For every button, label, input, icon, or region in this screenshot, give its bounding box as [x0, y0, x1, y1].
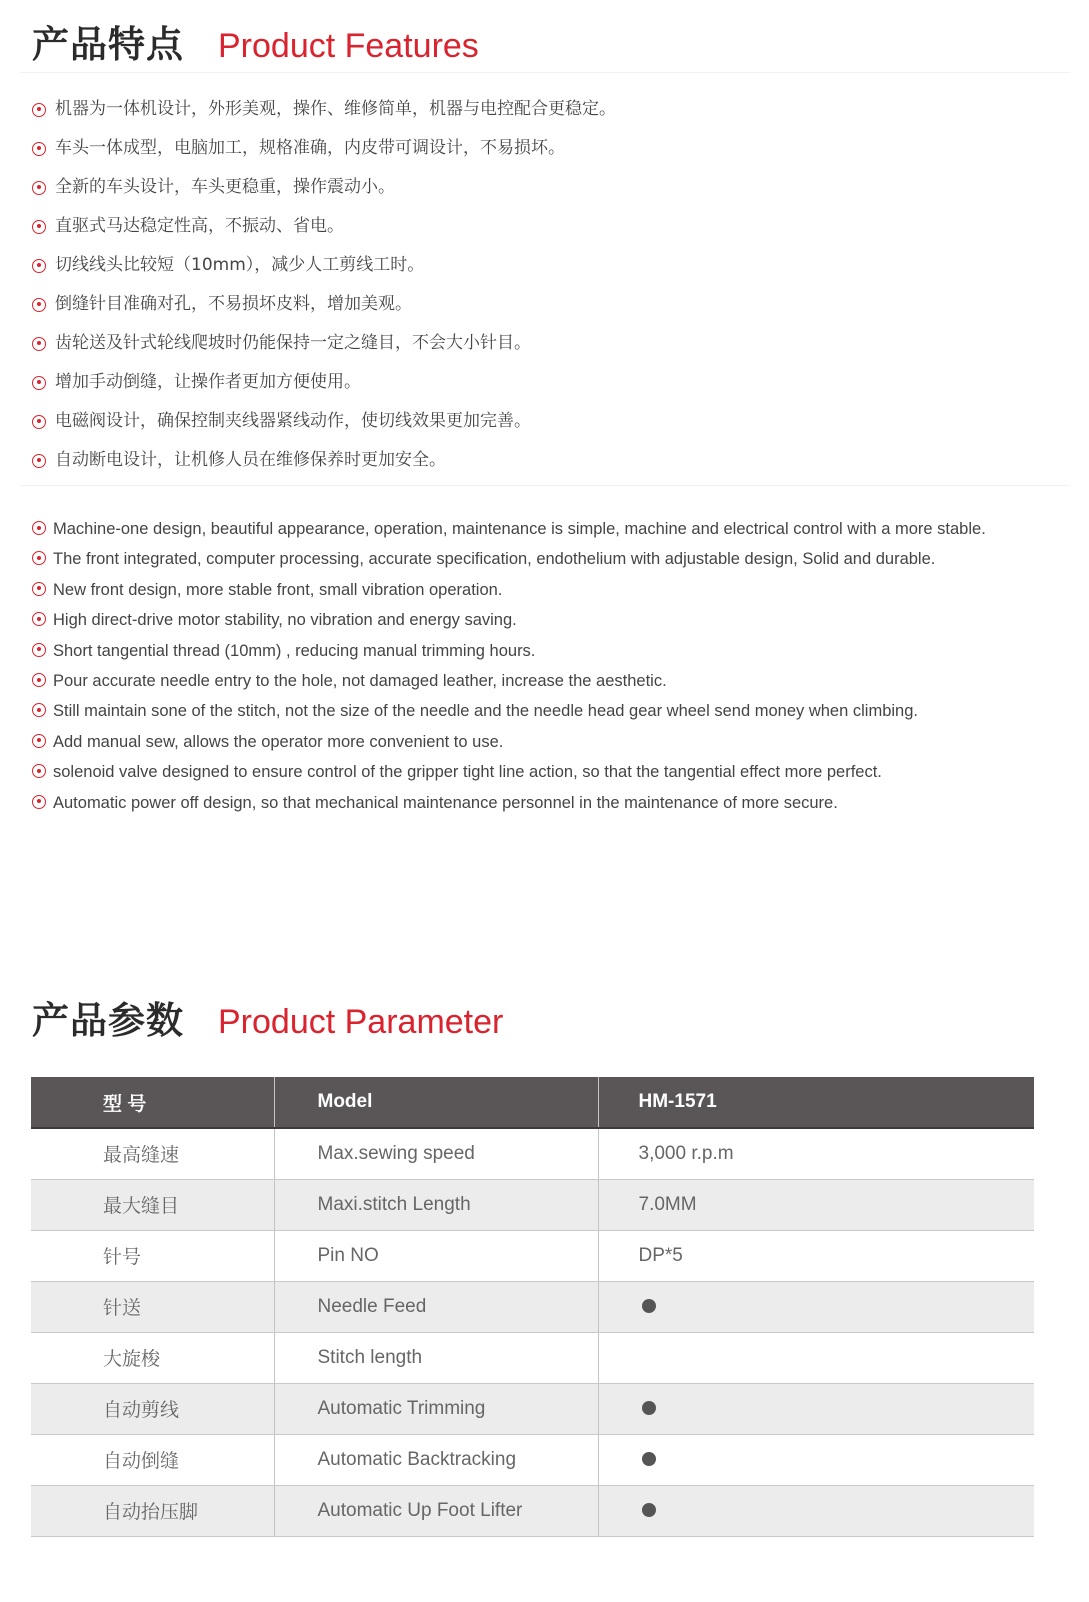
param-name-en: Max.sewing speed	[274, 1128, 598, 1179]
features-section-title	[32, 14, 479, 68]
feature-text-en: Short tangential thread (10mm) , reducing manual trimming hours.	[53, 641, 536, 660]
feature-item-cn	[32, 246, 1052, 285]
features-title-cn: 产品特点	[32, 23, 184, 66]
feature-text-en: New front design, more stable front, small vibration operation.	[53, 580, 503, 599]
filled-dot-icon	[642, 1401, 656, 1415]
circle-bullet-icon	[32, 521, 46, 535]
feature-text-cn: 齿轮送及针式轮线爬坡时仍能保持一定之缝目，不会大小针目。	[55, 333, 531, 353]
circle-bullet-icon	[32, 415, 46, 429]
feature-text-cn: 增加手动倒缝，让操作者更加方便使用。	[55, 372, 361, 392]
feature-text-cn: 车头一体成型，电脑加工，规格准确，内皮带可调设计，不易损坏。	[55, 138, 565, 158]
circle-bullet-icon	[32, 337, 46, 351]
header-cell-model: HM-1571	[598, 1077, 1034, 1128]
parameter-section-title	[32, 990, 503, 1044]
feature-item-en	[32, 696, 1034, 726]
feature-item-en	[32, 636, 1034, 666]
feature-item-en	[32, 605, 1034, 635]
param-name-en: Automatic Up Foot Lifter	[274, 1485, 598, 1536]
features-title-en: Product Features	[218, 27, 479, 65]
circle-bullet-icon	[32, 612, 46, 626]
param-name-en: Maxi.stitch Length	[274, 1179, 598, 1230]
param-value	[598, 1485, 1034, 1536]
feature-text-en: Pour accurate needle entry to the hole, not damaged leather, increase the aesthetic.	[53, 672, 667, 691]
param-name-en: Needle Feed	[274, 1281, 598, 1332]
circle-bullet-icon	[32, 103, 46, 117]
param-value	[598, 1281, 1034, 1332]
param-name-cn: 最高缝速	[31, 1128, 274, 1179]
feature-item-en	[32, 788, 1034, 818]
filled-dot-icon	[642, 1503, 656, 1517]
circle-bullet-icon	[32, 673, 46, 687]
feature-item-cn	[32, 90, 1052, 129]
feature-item-cn	[32, 324, 1052, 363]
circle-bullet-icon	[32, 220, 46, 234]
param-name-cn: 自动倒缝	[31, 1434, 274, 1485]
param-name-en: Stitch length	[274, 1332, 598, 1383]
param-name-cn: 自动抬压脚	[31, 1485, 274, 1536]
header-cell-en: Model	[274, 1077, 598, 1128]
table-row	[31, 1485, 1034, 1536]
param-name-cn: 针号	[31, 1230, 274, 1281]
feature-item-en	[32, 757, 1034, 787]
feature-item-en	[32, 575, 1034, 605]
feature-item-cn	[32, 402, 1052, 441]
feature-item-cn	[32, 207, 1052, 246]
circle-bullet-icon	[32, 181, 46, 195]
circle-bullet-icon	[32, 298, 46, 312]
feature-item-en	[32, 544, 1034, 574]
table-row	[31, 1230, 1034, 1281]
feature-item-en	[32, 727, 1034, 757]
table-row	[31, 1383, 1034, 1434]
param-name-en: Automatic Backtracking	[274, 1434, 598, 1485]
circle-bullet-icon	[32, 734, 46, 748]
filled-dot-icon	[642, 1299, 656, 1313]
features-list-en	[32, 514, 1034, 818]
feature-text-en: The front integrated, computer processing, accurate specification, endothelium with adjustable design, Solid and durable.	[53, 550, 936, 569]
param-name-cn: 大旋梭	[31, 1332, 274, 1383]
circle-bullet-icon	[32, 376, 46, 390]
circle-bullet-icon	[32, 764, 46, 778]
circle-bullet-icon	[32, 795, 46, 809]
feature-item-cn	[32, 129, 1052, 168]
param-name-cn: 针送	[31, 1281, 274, 1332]
feature-item-cn	[32, 285, 1052, 324]
section-divider	[20, 485, 1070, 486]
feature-text-en: Automatic power off design, so that mechanical maintenance personnel in the maintenance of more secure.	[53, 793, 838, 812]
features-list-cn	[32, 90, 1052, 480]
feature-text-en: Still maintain sone of the stitch, not the size of the needle and the needle head gear wheel send money when climbing.	[53, 702, 918, 721]
table-header-row	[31, 1077, 1034, 1128]
feature-text-cn: 直驱式马达稳定性高，不振动、省电。	[55, 216, 344, 236]
feature-text-en: solenoid valve designed to ensure control of the gripper tight line action, so that the tangential effect more perfect.	[53, 763, 882, 782]
table-row	[31, 1179, 1034, 1230]
param-value: 3,000 r.p.m	[598, 1128, 1034, 1179]
table-row	[31, 1128, 1034, 1179]
param-value: 7.0MM	[598, 1179, 1034, 1230]
feature-item-cn	[32, 168, 1052, 207]
circle-bullet-icon	[32, 703, 46, 717]
feature-text-cn: 机器为一体机设计，外形美观，操作、维修简单，机器与电控配合更稳定。	[55, 99, 616, 119]
circle-bullet-icon	[32, 454, 46, 468]
circle-bullet-icon	[32, 142, 46, 156]
table-row	[31, 1332, 1034, 1383]
feature-text-cn: 自动断电设计，让机修人员在维修保养时更加安全。	[55, 450, 446, 470]
circle-bullet-icon	[32, 582, 46, 596]
parameter-title-cn: 产品参数	[32, 999, 184, 1042]
parameter-table	[31, 1077, 1034, 1537]
feature-text-cn: 切线线头比较短（10mm），减少人工剪线工时。	[55, 255, 425, 275]
filled-dot-icon	[642, 1452, 656, 1466]
param-name-en: Pin NO	[274, 1230, 598, 1281]
param-value	[598, 1434, 1034, 1485]
feature-item-cn	[32, 441, 1052, 480]
feature-text-cn: 电磁阀设计，确保控制夹线器紧线动作，使切线效果更加完善。	[55, 411, 531, 431]
feature-text-en: Machine-one design, beautiful appearance, operation, maintenance is simple, machine and electrical control with a more stable.	[53, 520, 986, 538]
feature-item-en	[32, 666, 1034, 696]
param-name-cn: 自动剪线	[31, 1383, 274, 1434]
param-value: DP*5	[598, 1230, 1034, 1281]
param-value	[598, 1383, 1034, 1434]
header-cell-cn: 型 号	[31, 1077, 274, 1128]
feature-item-cn	[32, 363, 1052, 402]
param-value	[598, 1332, 1034, 1383]
feature-text-cn: 全新的车头设计，车头更稳重，操作震动小。	[55, 177, 395, 197]
table-row	[31, 1434, 1034, 1485]
parameter-title-en: Product Parameter	[218, 1003, 504, 1041]
feature-text-en: High direct-drive motor stability, no vibration and energy saving.	[53, 611, 517, 630]
table-row	[31, 1281, 1034, 1332]
feature-item-en	[32, 514, 1034, 544]
header-divider	[20, 72, 1070, 73]
param-name-en: Automatic Trimming	[274, 1383, 598, 1434]
feature-text-cn: 倒缝针目准确对孔，不易损坏皮料，增加美观。	[55, 294, 412, 314]
param-name-cn: 最大缝目	[31, 1179, 274, 1230]
circle-bullet-icon	[32, 643, 46, 657]
circle-bullet-icon	[32, 551, 46, 565]
circle-bullet-icon	[32, 259, 46, 273]
feature-text-en: Add manual sew, allows the operator more convenient to use.	[53, 732, 504, 751]
